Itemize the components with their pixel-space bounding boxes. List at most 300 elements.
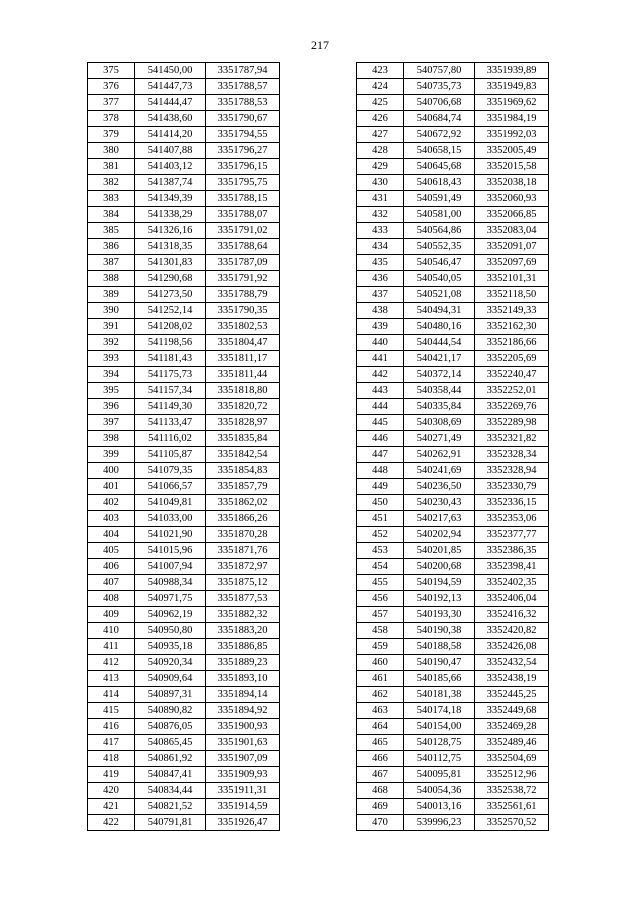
y-coordinate-cell: 3352066,85 <box>475 207 549 223</box>
point-number-cell: 450 <box>357 495 404 511</box>
y-coordinate-cell: 3352504,69 <box>475 751 549 767</box>
table-row <box>88 367 280 383</box>
y-coordinate-cell: 3352420,82 <box>475 623 549 639</box>
y-coordinate-cell: 3352538,72 <box>475 783 549 799</box>
table-row <box>357 239 549 255</box>
x-coordinate-cell: 540935,18 <box>135 639 206 655</box>
x-coordinate-cell: 540230,43 <box>404 495 475 511</box>
point-number-cell: 457 <box>357 607 404 623</box>
point-number-cell: 453 <box>357 543 404 559</box>
point-number-cell: 381 <box>88 159 135 175</box>
table-row <box>357 303 549 319</box>
x-coordinate-cell: 541338,29 <box>135 207 206 223</box>
y-coordinate-cell: 3352240,47 <box>475 367 549 383</box>
y-coordinate-cell: 3351787,09 <box>206 255 280 271</box>
table-row <box>357 287 549 303</box>
y-coordinate-cell: 3351883,20 <box>206 623 280 639</box>
point-number-cell: 428 <box>357 143 404 159</box>
table-row <box>357 207 549 223</box>
y-coordinate-cell: 3351791,92 <box>206 271 280 287</box>
table-row <box>88 79 280 95</box>
x-coordinate-cell: 541414,20 <box>135 127 206 143</box>
table-row <box>357 143 549 159</box>
x-coordinate-cell: 540174,18 <box>404 703 475 719</box>
table-row <box>88 671 280 687</box>
table-row <box>88 815 280 831</box>
y-coordinate-cell: 3351788,07 <box>206 207 280 223</box>
point-number-cell: 419 <box>88 767 135 783</box>
y-coordinate-cell: 3351811,44 <box>206 367 280 383</box>
point-number-cell: 408 <box>88 591 135 607</box>
point-number-cell: 455 <box>357 575 404 591</box>
y-coordinate-cell: 3352469,28 <box>475 719 549 735</box>
table-row <box>88 95 280 111</box>
y-coordinate-cell: 3352512,96 <box>475 767 549 783</box>
table-row <box>357 607 549 623</box>
y-coordinate-cell: 3352091,07 <box>475 239 549 255</box>
point-number-cell: 427 <box>357 127 404 143</box>
point-number-cell: 402 <box>88 495 135 511</box>
x-coordinate-cell: 540185,66 <box>404 671 475 687</box>
table-row <box>357 431 549 447</box>
point-number-cell: 432 <box>357 207 404 223</box>
table-row <box>88 399 280 415</box>
y-coordinate-cell: 3351870,28 <box>206 527 280 543</box>
y-coordinate-cell: 3351872,97 <box>206 559 280 575</box>
point-number-cell: 416 <box>88 719 135 735</box>
y-coordinate-cell: 3351796,15 <box>206 159 280 175</box>
x-coordinate-cell: 540706,68 <box>404 95 475 111</box>
y-coordinate-cell: 3351787,94 <box>206 63 280 79</box>
x-coordinate-cell: 541326,16 <box>135 223 206 239</box>
point-number-cell: 392 <box>88 335 135 351</box>
point-number-cell: 422 <box>88 815 135 831</box>
point-number-cell: 421 <box>88 799 135 815</box>
x-coordinate-cell: 541252,14 <box>135 303 206 319</box>
point-number-cell: 401 <box>88 479 135 495</box>
x-coordinate-cell: 541149,30 <box>135 399 206 415</box>
point-number-cell: 435 <box>357 255 404 271</box>
point-number-cell: 377 <box>88 95 135 111</box>
y-coordinate-cell: 3352289,98 <box>475 415 549 431</box>
point-number-cell: 375 <box>88 63 135 79</box>
point-number-cell: 469 <box>357 799 404 815</box>
table-row <box>357 559 549 575</box>
point-number-cell: 433 <box>357 223 404 239</box>
table-row <box>88 127 280 143</box>
y-coordinate-cell: 3352402,35 <box>475 575 549 591</box>
point-number-cell: 456 <box>357 591 404 607</box>
y-coordinate-cell: 3352406,04 <box>475 591 549 607</box>
table-row <box>357 511 549 527</box>
point-number-cell: 415 <box>88 703 135 719</box>
y-coordinate-cell: 3351984,19 <box>475 111 549 127</box>
table-row <box>88 239 280 255</box>
y-coordinate-cell: 3351788,79 <box>206 287 280 303</box>
y-coordinate-cell: 3351894,14 <box>206 687 280 703</box>
point-number-cell: 454 <box>357 559 404 575</box>
point-number-cell: 449 <box>357 479 404 495</box>
y-coordinate-cell: 3351886,85 <box>206 639 280 655</box>
point-number-cell: 388 <box>88 271 135 287</box>
y-coordinate-cell: 3351788,53 <box>206 95 280 111</box>
table-row <box>88 607 280 623</box>
coordinates-table-left <box>87 62 280 831</box>
table-row <box>357 639 549 655</box>
table-row <box>357 335 549 351</box>
table-row <box>88 303 280 319</box>
point-number-cell: 403 <box>88 511 135 527</box>
table-row <box>357 751 549 767</box>
y-coordinate-cell: 3352328,94 <box>475 463 549 479</box>
x-coordinate-cell: 540372,14 <box>404 367 475 383</box>
y-coordinate-cell: 3352432,54 <box>475 655 549 671</box>
x-coordinate-cell: 541066,57 <box>135 479 206 495</box>
x-coordinate-cell: 540658,15 <box>404 143 475 159</box>
x-coordinate-cell: 540194,59 <box>404 575 475 591</box>
point-number-cell: 437 <box>357 287 404 303</box>
y-coordinate-cell: 3351969,62 <box>475 95 549 111</box>
x-coordinate-cell: 540684,74 <box>404 111 475 127</box>
point-number-cell: 446 <box>357 431 404 447</box>
y-coordinate-cell: 3352398,41 <box>475 559 549 575</box>
y-coordinate-cell: 3352205,69 <box>475 351 549 367</box>
point-number-cell: 386 <box>88 239 135 255</box>
table-row <box>357 815 549 831</box>
table-row <box>357 63 549 79</box>
y-coordinate-cell: 3352083,04 <box>475 223 549 239</box>
table-row <box>357 415 549 431</box>
point-number-cell: 395 <box>88 383 135 399</box>
y-coordinate-cell: 3351893,10 <box>206 671 280 687</box>
table-row <box>357 95 549 111</box>
y-coordinate-cell: 3352426,08 <box>475 639 549 655</box>
y-coordinate-cell: 3351794,55 <box>206 127 280 143</box>
y-coordinate-cell: 3352162,30 <box>475 319 549 335</box>
table-row <box>357 367 549 383</box>
point-number-cell: 440 <box>357 335 404 351</box>
y-coordinate-cell: 3352330,79 <box>475 479 549 495</box>
y-coordinate-cell: 3352101,31 <box>475 271 549 287</box>
point-number-cell: 470 <box>357 815 404 831</box>
y-coordinate-cell: 3351900,93 <box>206 719 280 735</box>
table-row <box>357 495 549 511</box>
point-number-cell: 467 <box>357 767 404 783</box>
point-number-cell: 459 <box>357 639 404 655</box>
y-coordinate-cell: 3352038,18 <box>475 175 549 191</box>
x-coordinate-cell: 540757,80 <box>404 63 475 79</box>
x-coordinate-cell: 540358,44 <box>404 383 475 399</box>
y-coordinate-cell: 3352438,19 <box>475 671 549 687</box>
table-row <box>88 495 280 511</box>
point-number-cell: 438 <box>357 303 404 319</box>
table-row <box>88 431 280 447</box>
table-row <box>357 383 549 399</box>
point-number-cell: 397 <box>88 415 135 431</box>
x-coordinate-cell: 540865,45 <box>135 735 206 751</box>
x-coordinate-cell: 540013,16 <box>404 799 475 815</box>
point-number-cell: 458 <box>357 623 404 639</box>
table-row <box>357 191 549 207</box>
y-coordinate-cell: 3352186,66 <box>475 335 549 351</box>
y-coordinate-cell: 3351871,76 <box>206 543 280 559</box>
table-row <box>88 175 280 191</box>
point-number-cell: 399 <box>88 447 135 463</box>
y-coordinate-cell: 3352449,68 <box>475 703 549 719</box>
point-number-cell: 420 <box>88 783 135 799</box>
x-coordinate-cell: 540444,54 <box>404 335 475 351</box>
x-coordinate-cell: 540645,68 <box>404 159 475 175</box>
x-coordinate-cell: 540876,05 <box>135 719 206 735</box>
x-coordinate-cell: 540552,35 <box>404 239 475 255</box>
x-coordinate-cell: 539996,23 <box>404 815 475 831</box>
y-coordinate-cell: 3352353,06 <box>475 511 549 527</box>
y-coordinate-cell: 3351914,59 <box>206 799 280 815</box>
table-row <box>357 623 549 639</box>
point-number-cell: 400 <box>88 463 135 479</box>
x-coordinate-cell: 541105,87 <box>135 447 206 463</box>
y-coordinate-cell: 3352118,50 <box>475 287 549 303</box>
point-number-cell: 460 <box>357 655 404 671</box>
table-row <box>88 223 280 239</box>
y-coordinate-cell: 3352445,25 <box>475 687 549 703</box>
x-coordinate-cell: 541403,12 <box>135 159 206 175</box>
y-coordinate-cell: 3352015,58 <box>475 159 549 175</box>
y-coordinate-cell: 3351949,83 <box>475 79 549 95</box>
x-coordinate-cell: 541318,35 <box>135 239 206 255</box>
table-row <box>357 735 549 751</box>
y-coordinate-cell: 3352321,82 <box>475 431 549 447</box>
y-coordinate-cell: 3351788,64 <box>206 239 280 255</box>
table-row <box>88 527 280 543</box>
table-row <box>88 591 280 607</box>
table-row <box>88 463 280 479</box>
point-number-cell: 410 <box>88 623 135 639</box>
x-coordinate-cell: 541116,02 <box>135 431 206 447</box>
point-number-cell: 394 <box>88 367 135 383</box>
table-row <box>88 735 280 751</box>
point-number-cell: 387 <box>88 255 135 271</box>
x-coordinate-cell: 540618,43 <box>404 175 475 191</box>
table-row <box>357 319 549 335</box>
x-coordinate-cell: 540192,13 <box>404 591 475 607</box>
y-coordinate-cell: 3351857,79 <box>206 479 280 495</box>
table-row <box>88 479 280 495</box>
y-coordinate-cell: 3352377,77 <box>475 527 549 543</box>
x-coordinate-cell: 540201,85 <box>404 543 475 559</box>
table-row <box>88 271 280 287</box>
x-coordinate-cell: 540202,94 <box>404 527 475 543</box>
x-coordinate-cell: 541157,34 <box>135 383 206 399</box>
table-row <box>88 351 280 367</box>
x-coordinate-cell: 540494,31 <box>404 303 475 319</box>
point-number-cell: 447 <box>357 447 404 463</box>
table-row <box>88 655 280 671</box>
x-coordinate-cell: 540920,34 <box>135 655 206 671</box>
y-coordinate-cell: 3351889,23 <box>206 655 280 671</box>
x-coordinate-cell: 540054,36 <box>404 783 475 799</box>
x-coordinate-cell: 541349,39 <box>135 191 206 207</box>
table-row <box>88 543 280 559</box>
table-row <box>88 143 280 159</box>
table-row <box>357 591 549 607</box>
x-coordinate-cell: 540112,75 <box>404 751 475 767</box>
point-number-cell: 418 <box>88 751 135 767</box>
y-coordinate-cell: 3351894,92 <box>206 703 280 719</box>
y-coordinate-cell: 3351992,03 <box>475 127 549 143</box>
point-number-cell: 391 <box>88 319 135 335</box>
x-coordinate-cell: 540890,82 <box>135 703 206 719</box>
table-row <box>88 687 280 703</box>
x-coordinate-cell: 540521,08 <box>404 287 475 303</box>
table-row <box>357 351 549 367</box>
x-coordinate-cell: 540262,91 <box>404 447 475 463</box>
point-number-cell: 413 <box>88 671 135 687</box>
y-coordinate-cell: 3351796,27 <box>206 143 280 159</box>
y-coordinate-cell: 3351842,54 <box>206 447 280 463</box>
x-coordinate-cell: 540190,47 <box>404 655 475 671</box>
x-coordinate-cell: 541198,56 <box>135 335 206 351</box>
y-coordinate-cell: 3351835,84 <box>206 431 280 447</box>
x-coordinate-cell: 540791,81 <box>135 815 206 831</box>
x-coordinate-cell: 540591,49 <box>404 191 475 207</box>
table-row <box>357 767 549 783</box>
point-number-cell: 468 <box>357 783 404 799</box>
table-row <box>88 111 280 127</box>
x-coordinate-cell: 540421,17 <box>404 351 475 367</box>
point-number-cell: 439 <box>357 319 404 335</box>
x-coordinate-cell: 540271,49 <box>404 431 475 447</box>
x-coordinate-cell: 540095,81 <box>404 767 475 783</box>
y-coordinate-cell: 3351854,83 <box>206 463 280 479</box>
table-row <box>88 63 280 79</box>
table-row <box>88 719 280 735</box>
point-number-cell: 411 <box>88 639 135 655</box>
y-coordinate-cell: 3352269,76 <box>475 399 549 415</box>
y-coordinate-cell: 3351882,32 <box>206 607 280 623</box>
y-coordinate-cell: 3351795,75 <box>206 175 280 191</box>
x-coordinate-cell: 541007,94 <box>135 559 206 575</box>
table-row <box>357 175 549 191</box>
x-coordinate-cell: 540188,58 <box>404 639 475 655</box>
x-coordinate-cell: 541387,74 <box>135 175 206 191</box>
y-coordinate-cell: 3351862,02 <box>206 495 280 511</box>
y-coordinate-cell: 3352060,93 <box>475 191 549 207</box>
point-number-cell: 441 <box>357 351 404 367</box>
y-coordinate-cell: 3351828,97 <box>206 415 280 431</box>
x-coordinate-cell: 540581,00 <box>404 207 475 223</box>
x-coordinate-cell: 540181,38 <box>404 687 475 703</box>
y-coordinate-cell: 3351926,47 <box>206 815 280 831</box>
point-number-cell: 376 <box>88 79 135 95</box>
x-coordinate-cell: 540962,19 <box>135 607 206 623</box>
x-coordinate-cell: 540909,64 <box>135 671 206 687</box>
point-number-cell: 464 <box>357 719 404 735</box>
point-number-cell: 405 <box>88 543 135 559</box>
y-coordinate-cell: 3351909,93 <box>206 767 280 783</box>
point-number-cell: 414 <box>88 687 135 703</box>
table-row <box>357 479 549 495</box>
x-coordinate-cell: 540154,00 <box>404 719 475 735</box>
x-coordinate-cell: 540236,50 <box>404 479 475 495</box>
y-coordinate-cell: 3352386,35 <box>475 543 549 559</box>
y-coordinate-cell: 3351877,53 <box>206 591 280 607</box>
x-coordinate-cell: 540834,44 <box>135 783 206 799</box>
x-coordinate-cell: 540861,92 <box>135 751 206 767</box>
y-coordinate-cell: 3351804,47 <box>206 335 280 351</box>
y-coordinate-cell: 3351790,35 <box>206 303 280 319</box>
table-row <box>88 335 280 351</box>
point-number-cell: 436 <box>357 271 404 287</box>
table-row <box>357 223 549 239</box>
y-coordinate-cell: 3351790,67 <box>206 111 280 127</box>
table-row <box>357 447 549 463</box>
table-row <box>88 575 280 591</box>
table-row <box>88 511 280 527</box>
table-row <box>88 559 280 575</box>
point-number-cell: 430 <box>357 175 404 191</box>
table-row <box>88 191 280 207</box>
point-number-cell: 393 <box>88 351 135 367</box>
table-row <box>88 783 280 799</box>
y-coordinate-cell: 3352489,46 <box>475 735 549 751</box>
table-row <box>88 287 280 303</box>
x-coordinate-cell: 541015,96 <box>135 543 206 559</box>
y-coordinate-cell: 3352570,52 <box>475 815 549 831</box>
point-number-cell: 398 <box>88 431 135 447</box>
x-coordinate-cell: 540200,68 <box>404 559 475 575</box>
x-coordinate-cell: 541021,90 <box>135 527 206 543</box>
point-number-cell: 431 <box>357 191 404 207</box>
x-coordinate-cell: 541273,50 <box>135 287 206 303</box>
point-number-cell: 443 <box>357 383 404 399</box>
table-row <box>357 687 549 703</box>
point-number-cell: 429 <box>357 159 404 175</box>
table-row <box>88 383 280 399</box>
y-coordinate-cell: 3351788,15 <box>206 191 280 207</box>
x-coordinate-cell: 540821,52 <box>135 799 206 815</box>
point-number-cell: 380 <box>88 143 135 159</box>
y-coordinate-cell: 3352336,15 <box>475 495 549 511</box>
x-coordinate-cell: 540308,69 <box>404 415 475 431</box>
x-coordinate-cell: 540735,73 <box>404 79 475 95</box>
x-coordinate-cell: 541301,83 <box>135 255 206 271</box>
x-coordinate-cell: 540988,34 <box>135 575 206 591</box>
table-row <box>357 127 549 143</box>
x-coordinate-cell: 540897,31 <box>135 687 206 703</box>
x-coordinate-cell: 541033,00 <box>135 511 206 527</box>
y-coordinate-cell: 3351866,26 <box>206 511 280 527</box>
x-coordinate-cell: 541208,02 <box>135 319 206 335</box>
table-row <box>357 79 549 95</box>
y-coordinate-cell: 3351802,53 <box>206 319 280 335</box>
table-row <box>357 703 549 719</box>
x-coordinate-cell: 540564,86 <box>404 223 475 239</box>
point-number-cell: 466 <box>357 751 404 767</box>
point-number-cell: 417 <box>88 735 135 751</box>
point-number-cell: 390 <box>88 303 135 319</box>
table-row <box>88 799 280 815</box>
y-coordinate-cell: 3351820,72 <box>206 399 280 415</box>
point-number-cell: 385 <box>88 223 135 239</box>
y-coordinate-cell: 3352561,61 <box>475 799 549 815</box>
x-coordinate-cell: 541447,73 <box>135 79 206 95</box>
y-coordinate-cell: 3352149,33 <box>475 303 549 319</box>
x-coordinate-cell: 540672,92 <box>404 127 475 143</box>
point-number-cell: 462 <box>357 687 404 703</box>
x-coordinate-cell: 540540,05 <box>404 271 475 287</box>
x-coordinate-cell: 540241,69 <box>404 463 475 479</box>
